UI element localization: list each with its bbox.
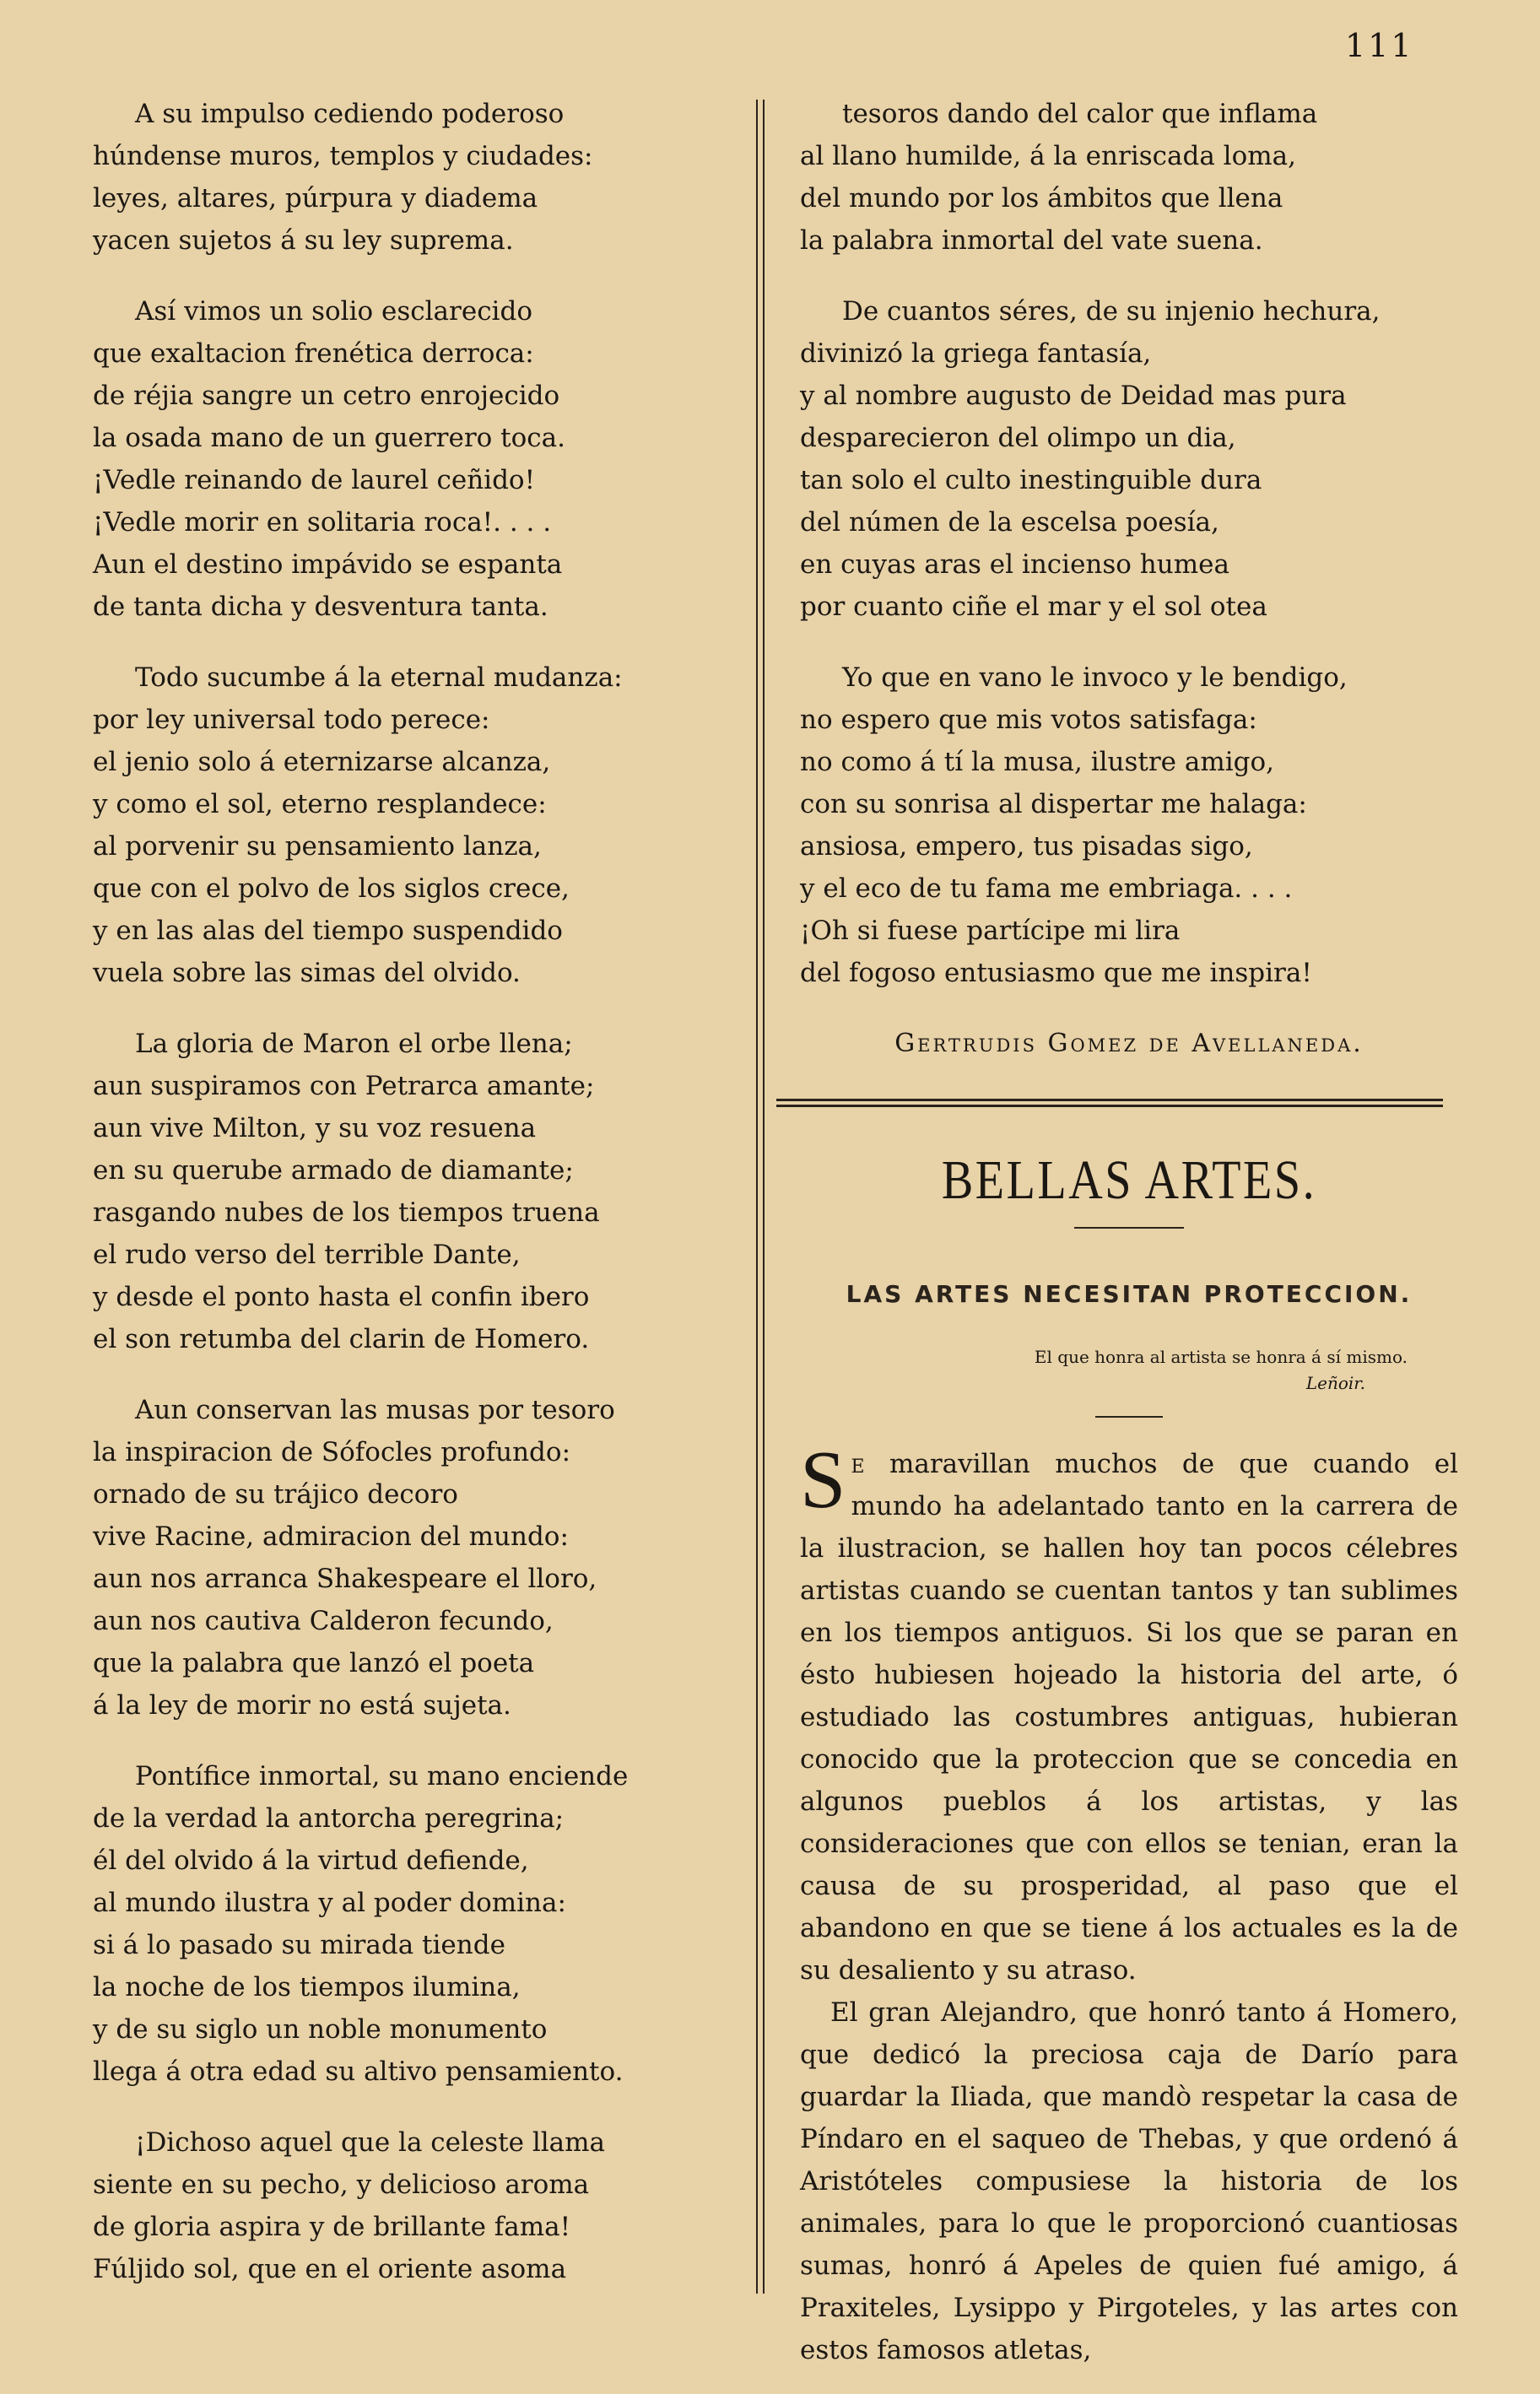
verse-line: De cuantos séres, de su injenio hechura, — [842, 296, 1381, 327]
column-divider — [756, 100, 758, 2294]
verse-line: el son retumba del clarin de Homero. — [93, 1324, 590, 1354]
verse-line: leyes, altares, púrpura y diadema — [93, 183, 538, 213]
right-poem — [800, 93, 1458, 994]
verse-line: A su impulso cediendo poderoso — [135, 99, 565, 129]
verse-line: rasgando nubes de los tiempos truena — [93, 1197, 600, 1228]
verse-line: la osada mano de un guerrero toca. — [93, 423, 565, 453]
stanza — [800, 657, 1458, 994]
verse-line: no como á tí la musa, ilustre amigo, — [800, 747, 1275, 777]
paragraph-1-text: maravillan muchos de que cuando el mundo ha adelantado tanto en la carrera de la ilustracion, se hallen hoy tan pocos célebres artistas cuando se cuentan tantos y tan sublimes en los tiempos antiguos. Si los que se paran en ésto hubiesen hojeado la historia del arte, ó estudiado las costumbres antiguas, hubieran conocido que la proteccion que se concedia en algunos pueblos á los artistas, y las consideraciones que con ellos se tenian, eran la causa de su prosperidad, al paso que el abandono en que se tiene á los actuales es la de su desaliento y su atraso. — [800, 1449, 1458, 1986]
verse-line: la palabra inmortal del vate suena. — [800, 225, 1263, 256]
stanza — [93, 2121, 751, 2290]
verse-line: tan solo el culto inestinguible dura — [800, 465, 1262, 495]
verse-line: el rudo verso del terrible Dante, — [93, 1240, 521, 1270]
verse-line: llega á otra edad su altivo pensamiento. — [93, 2056, 624, 2087]
verse-line: Aun conservan las musas por tesoro — [135, 1395, 615, 1425]
verse-line: y como el sol, eterno resplandece: — [93, 789, 547, 819]
epigraph-author: Leñoir. — [1305, 1373, 1365, 1393]
left-column — [93, 93, 751, 2319]
verse-line: ¡Oh si fuese partícipe mi lira — [800, 916, 1181, 946]
verse-line: no espero que mis votos satisfaga: — [800, 705, 1257, 735]
paragraph-1 — [800, 1435, 1458, 1991]
stanza — [93, 1389, 751, 1727]
verse-line: ¡Vedle morir en solitaria roca!. . . . — [93, 507, 552, 538]
stanza — [93, 657, 751, 994]
verse-line: con su sonrisa al dispertar me halaga: — [800, 789, 1307, 819]
verse-line: desparecieron del olimpo un dia, — [800, 423, 1236, 453]
verse-line: Todo sucumbe á la eternal mudanza: — [135, 662, 623, 693]
verse-line: y desde el ponto hasta el confin ibero — [93, 1282, 590, 1312]
verse-line: y de su siglo un noble monumento — [93, 2014, 548, 2045]
lead-in: e — [851, 1449, 865, 1479]
verse-line: de la verdad la antorcha peregrina; — [93, 1803, 565, 1834]
verse-line: Fúljido sol, que en el oriente asoma — [93, 2254, 567, 2284]
verse-line: á la ley de morir no está sujeta. — [93, 1690, 511, 1721]
stanza — [93, 1023, 751, 1360]
verse-line: la inspiracion de Sófocles profundo: — [93, 1437, 571, 1467]
verse-line: vuela sobre las simas del olvido. — [93, 958, 521, 988]
stanza — [93, 1755, 751, 2093]
verse-line: y al nombre augusto de Deidad mas pura — [800, 381, 1347, 411]
verse-line: tesoros dando del calor que inflama — [842, 99, 1318, 129]
verse-line: si á lo pasado su mirada tiende — [93, 1930, 505, 1960]
verse-line: ¡Dichoso aquel que la celeste llama — [135, 2127, 606, 2158]
stanza — [800, 290, 1458, 628]
verse-line: del númen de la escelsa poesía, — [800, 507, 1219, 538]
verse-line: del fogoso entusiasmo que me inspira! — [800, 958, 1312, 988]
verse-line: en cuyas aras el incienso humea — [800, 549, 1229, 580]
title-rule — [1074, 1227, 1184, 1229]
verse-line: que la palabra que lanzó el poeta — [93, 1648, 535, 1678]
article-body — [800, 1435, 1458, 2371]
verse-line: aun nos arranca Shakespeare el lloro, — [93, 1564, 597, 1594]
verse-line: él del olvido á la virtud defiende, — [93, 1845, 529, 1876]
verse-line: Pontífice inmortal, su mano enciende — [135, 1761, 629, 1791]
verse-line: de tanta dicha y desventura tanta. — [93, 592, 548, 622]
verse-line: yacen sujetos á su ley suprema. — [93, 225, 514, 256]
short-rule — [1095, 1416, 1163, 1418]
verse-line: de gloria aspira y de brillante fama! — [93, 2212, 571, 2242]
verse-line: al mundo ilustra y al poder domina: — [93, 1888, 566, 1918]
verse-line: que con el polvo de los siglos crece, — [93, 873, 570, 904]
verse-line: al porvenir su pensamiento lanza, — [93, 831, 542, 862]
verse-line: ¡Vedle reinando de laurel ceñido! — [93, 465, 536, 495]
verse-line: divinizó la griega fantasía, — [800, 338, 1152, 369]
verse-line: Yo que en vano le invoco y le bendigo, — [842, 662, 1348, 693]
verse-line: la noche de los tiempos ilumina, — [93, 1972, 521, 2002]
page-number: 111 — [1345, 27, 1414, 64]
column-divider — [763, 100, 765, 2294]
verse-line: el jenio solo á eternizarse alcanza, — [93, 747, 551, 777]
verse-line: Aun el destino impávido se espanta — [93, 549, 563, 580]
verse-line: aun nos cautiva Calderon fecundo, — [93, 1606, 554, 1636]
stanza — [800, 93, 1458, 262]
verse-line: por ley universal todo perece: — [93, 705, 490, 735]
verse-line: húndense muros, templos y ciudades: — [93, 141, 593, 171]
verse-line: al llano humilde, á la enriscada loma, — [800, 141, 1296, 171]
verse-line: La gloria de Maron el orbe llena; — [135, 1029, 573, 1059]
verse-line: aun vive Milton, y su voz resuena — [93, 1113, 537, 1143]
verse-line: que exaltacion frenética derroca: — [93, 338, 534, 369]
verse-line: en su querube armado de diamante; — [93, 1155, 574, 1186]
verse-line: siente en su pecho, y delicioso aroma — [93, 2170, 590, 2200]
verse-line: de réjia sangre un cetro enrojecido — [93, 381, 560, 411]
verse-line: del mundo por los ámbitos que llena — [800, 183, 1283, 213]
verse-line: por cuanto ciñe el mar y el sol otea — [800, 592, 1267, 622]
verse-line: Así vimos un solio esclarecido — [135, 296, 532, 327]
poem-signature: Gertrudis Gomez de Avellaneda. — [894, 1029, 1364, 1058]
verse-line: ornado de su trájico decoro — [93, 1479, 458, 1510]
section-title: BELLAS ARTES. — [941, 1149, 1317, 1211]
verse-line: aun suspiramos con Petrarca amante; — [93, 1071, 595, 1101]
verse-line: y en las alas del tiempo suspendido — [93, 916, 563, 946]
epigraph: El que honra al artista se honra á sí mismo. — [1034, 1347, 1408, 1367]
drop-cap: S — [800, 1435, 846, 1526]
verse-line: vive Racine, admiracion del mundo: — [93, 1521, 569, 1552]
verse-line: ansiosa, empero, tus pisadas sigo, — [800, 831, 1253, 862]
stanza — [93, 93, 751, 262]
section-separator — [776, 1099, 1443, 1107]
right-column — [800, 93, 1458, 2371]
stanza — [93, 290, 751, 628]
paragraph-2: El gran Alejandro, que honró tanto á Homero, que dedicó la preciosa caja de Darío para guardar la Iliada, que mandò respetar la casa de Píndaro en el saqueo de Thebas, y que ordenó á Aristóteles compusiese la historia de los animales, para lo que le proporcionó cuantiosas sumas, honró á Apeles de quien fué amigo, á Praxiteles, Lysippo y Pirgoteles, y las artes con estos famosos atletas, — [800, 1997, 1458, 2365]
verse-line: y el eco de tu fama me embriaga. . . . — [800, 873, 1293, 904]
article-subtitle: LAS ARTES NECESITAN PROTECCION. — [846, 1280, 1413, 1308]
